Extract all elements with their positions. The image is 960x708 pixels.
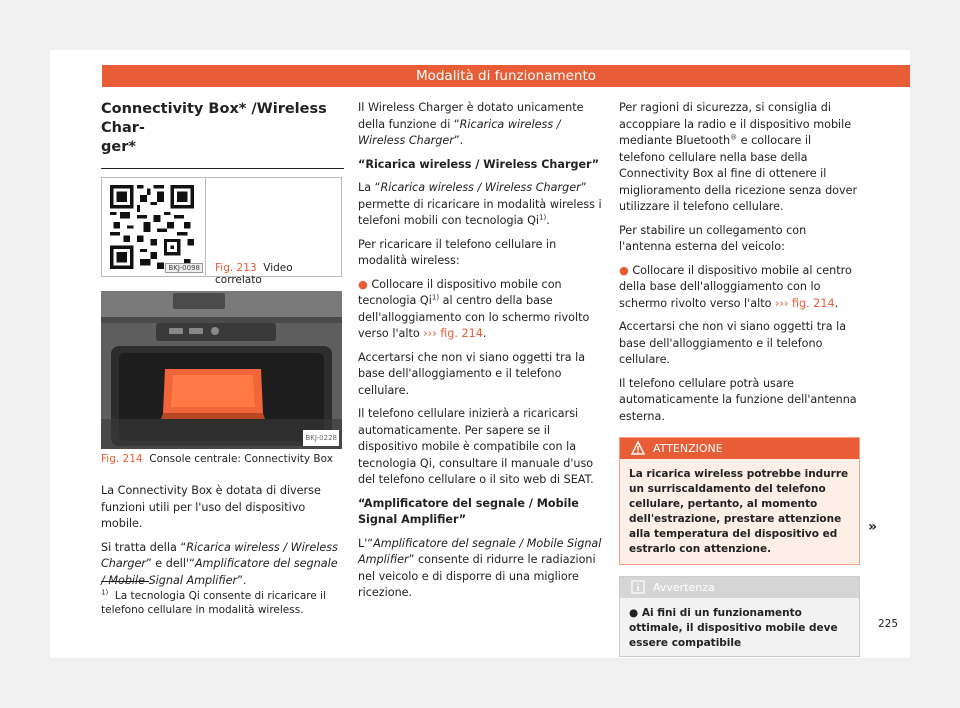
bullet-item: ● Collocare il dispositivo mobile al centro della base dell'alloggiamento con lo schermo rivolto verso l'alto ››› fig. 214.: [619, 263, 852, 310]
paragraph: Per stabilire un collegamento con l'antenna esterna del veicolo:: [619, 223, 807, 253]
qr-code-image[interactable]: [108, 185, 202, 271]
paragraph: Accertarsi che non vi siano oggetti tra la base dell'alloggiamento e il telefono cellulare.: [358, 350, 586, 397]
section-heading: Connectivity Box* /Wireless Char- ger*: [101, 101, 327, 155]
warning-header: [620, 438, 859, 459]
column-right: [619, 100, 860, 657]
page-header: Modalità di funzionamento: [102, 65, 910, 87]
subheading: “Ricarica wireless / Wireless Charger”: [358, 157, 600, 171]
paragraph: Si tratta della “Ricarica wireless / Wireless Charger” e dell'“Amplificatore del segnale / Mobile Signal Amplifier”.: [101, 540, 338, 587]
warning-title: ATTENZIONE: [653, 442, 723, 455]
manual-page: [50, 50, 910, 658]
paragraph: Accertarsi che non vi siano oggetti tra la base dell'alloggiamento e il telefono cellulare.: [619, 320, 847, 366]
figure-caption: Fig. 214 Console centrale: Connectivity Box: [101, 453, 333, 465]
bullet-icon: ●: [358, 277, 368, 291]
figure-213: [101, 177, 342, 286]
figure-caption: Fig. 213 Video correlato: [215, 262, 293, 286]
info-icon: [631, 580, 645, 594]
footnote: $^{1)}$ La tecnologia Qi consente di ricaricare il telefono cellulare in modalità wireless.: [101, 588, 327, 616]
paragraph: Il telefono cellulare potrà usare automaticamente la funzione dell'antenna esterna.: [619, 376, 857, 423]
heading-rule: [101, 168, 344, 169]
figure-id: BKJ-0098: [165, 263, 203, 273]
qr-code-icon: [110, 185, 194, 269]
note-title: Avvertenza: [653, 581, 715, 594]
footnote-rule: [101, 581, 149, 582]
page-number: 225: [878, 618, 899, 630]
column-left: [101, 100, 344, 596]
paragraph: Il telefono cellulare inizierà a ricaricarsi automaticamente. Per sapere se il dispositivo mobile è compatibile con la tecnologia Qi, consultare il manuale d'uso del telefono cellulare o il sito web di SEAT.: [358, 407, 594, 486]
figure-link[interactable]: ››› fig. 214: [423, 327, 483, 340]
note-header: [620, 577, 859, 598]
warning-text: La ricarica wireless potrebbe indurre un surriscaldamento del telefono cellulare, pertanto, al momento dell'estrazione, prestare attenzione alla temperatura del dispositivo ed estrarlo con attenzione.: [620, 459, 859, 564]
figure-divider: [205, 178, 206, 276]
note-box: [619, 576, 860, 657]
note-text: ● Ai fini di un funzionamento ottimale, il dispositivo mobile deve essere compatibile: [620, 598, 859, 656]
subheading: “Amplificatore del segnale / Mobile Signal Amplifier”: [358, 496, 579, 526]
figure-id: BKJ-0228: [303, 430, 339, 447]
figure-214-console-image: [101, 291, 342, 449]
paragraph: Per ragioni di sicurezza, si consiglia di accoppiare la radio e il dispositivo mobile mediante Bluetooth® e collocare il telefono cellulare nella base della Connectivity Box al fine di ottenere il miglioramento della ricezione senza dover utilizzare il telefono cellulare.: [619, 101, 858, 213]
column-middle: [358, 100, 603, 609]
console-illustration: [101, 291, 342, 449]
bullet-item: ● Collocare il dispositivo mobile con tecnologia Qi$^{1)}$ al centro della base dell'alloggiamento con lo schermo rivolto verso l'alto ››› fig. 214.: [358, 277, 590, 340]
paragraph: La Connectivity Box è dotata di diverse funzioni utili per l'uso del dispositivo mobile.: [101, 484, 321, 530]
warning-triangle-icon: [631, 441, 645, 455]
bullet-icon: ●: [619, 263, 629, 277]
paragraph: Il Wireless Charger è dotato unicamente della funzione di “Ricarica wireless / Wireless Charger”.: [358, 101, 584, 147]
paragraph: Per ricaricare il telefono cellulare in modalità wireless:: [358, 237, 557, 267]
continue-mark: »: [868, 519, 878, 535]
warning-box: [619, 437, 860, 565]
figure-link[interactable]: ››› fig. 214: [775, 296, 835, 310]
paragraph: L'“Amplificatore del segnale / Mobile Signal Amplifier” consente di ridurre le radiazioni nel veicolo e di disporre di una migliore ricezione.: [358, 536, 602, 599]
paragraph: La “Ricarica wireless / Wireless Charger” permette di ricaricare in modalità wireless i telefoni mobili con tecnologia Qi$^{1)}$.: [358, 181, 602, 227]
